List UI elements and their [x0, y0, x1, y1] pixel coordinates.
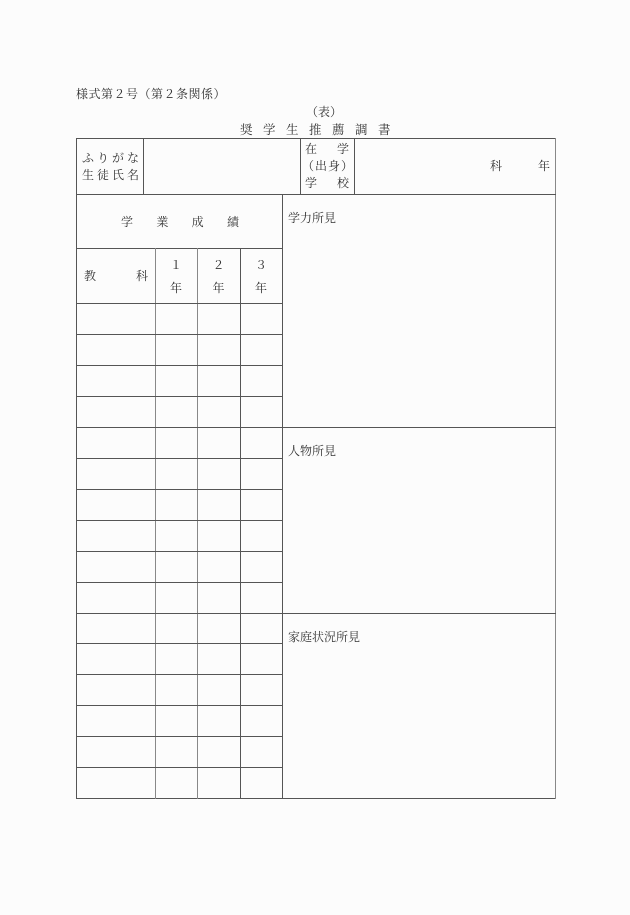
- grade-cell[interactable]: [198, 521, 240, 550]
- year1-header: [155, 257, 197, 297]
- grade-cell[interactable]: [156, 428, 197, 457]
- title-char: 業: [156, 215, 169, 229]
- grade-cell[interactable]: [156, 706, 197, 735]
- grade-cell[interactable]: [241, 644, 282, 673]
- grade-cell[interactable]: [241, 428, 282, 457]
- year-unit: 年: [212, 281, 225, 295]
- grade-cell[interactable]: [198, 490, 240, 519]
- year-num: ２: [212, 258, 225, 272]
- subject-cell[interactable]: [77, 583, 155, 612]
- subject-cell[interactable]: [77, 397, 155, 426]
- department-suffix: 科: [490, 159, 503, 173]
- grade-cell[interactable]: [241, 737, 282, 766]
- school-field[interactable]: [357, 142, 553, 192]
- grade-cell[interactable]: [241, 552, 282, 581]
- school-label-char: 校: [336, 176, 349, 190]
- grade-cell[interactable]: [198, 675, 240, 704]
- grade-cell[interactable]: [156, 490, 197, 519]
- grade-cell[interactable]: [241, 490, 282, 519]
- subject-cell[interactable]: [77, 552, 155, 581]
- grade-cell[interactable]: [241, 521, 282, 550]
- grade-cell[interactable]: [241, 335, 282, 364]
- border-right: [555, 138, 556, 799]
- title-char: 学: [121, 215, 134, 229]
- border-bottom: [76, 798, 556, 799]
- grade-cell[interactable]: [241, 675, 282, 704]
- grade-cell[interactable]: [156, 768, 197, 797]
- grade-cell[interactable]: [241, 768, 282, 797]
- subject-cell[interactable]: [77, 459, 155, 488]
- grade-cell[interactable]: [156, 397, 197, 426]
- student-row-bottom: [76, 194, 556, 195]
- grade-cell[interactable]: [156, 459, 197, 488]
- school-label-line3: [305, 175, 349, 192]
- grade-cell[interactable]: [198, 583, 240, 612]
- grades-remarks-divider: [282, 194, 283, 799]
- subject-cell[interactable]: [77, 521, 155, 550]
- grade-cell[interactable]: [198, 614, 240, 643]
- school-label-char: 学: [305, 176, 318, 190]
- grade-cell[interactable]: [198, 459, 240, 488]
- school-label-char: 学: [336, 142, 349, 156]
- subject-cell[interactable]: [77, 706, 155, 735]
- family-remarks-label: 家庭状況所見: [288, 630, 361, 644]
- subject-cell[interactable]: [77, 737, 155, 766]
- subject-cell[interactable]: [77, 490, 155, 519]
- year-unit: 年: [169, 281, 182, 295]
- subject-cell[interactable]: [77, 768, 155, 797]
- subject-header: [84, 268, 148, 285]
- student-divider-2: [300, 138, 301, 194]
- grade-cell[interactable]: [241, 304, 282, 333]
- grade-cell[interactable]: [198, 737, 240, 766]
- grades-title-bottom: [76, 248, 282, 249]
- name-label: 生徒氏名: [82, 168, 143, 182]
- school-label-line2: （出身）: [302, 159, 355, 173]
- year-unit: 年: [254, 281, 267, 295]
- grade-cell[interactable]: [198, 428, 240, 457]
- grade-cell[interactable]: [241, 583, 282, 612]
- title-char: 績: [226, 215, 239, 229]
- academic-remarks-label: 学力所見: [288, 211, 337, 225]
- document-title: 奨学生推薦調書: [240, 122, 402, 137]
- grade-cell[interactable]: [156, 614, 197, 643]
- grade-cell[interactable]: [198, 644, 240, 673]
- border-top: [76, 138, 556, 139]
- year-num: １: [169, 258, 182, 272]
- student-name-field[interactable]: [146, 142, 298, 192]
- school-label-char: 在: [305, 142, 318, 156]
- grade-cell[interactable]: [241, 397, 282, 426]
- grade-cell[interactable]: [198, 552, 240, 581]
- grade-cell[interactable]: [156, 366, 197, 395]
- grade-cell[interactable]: [156, 552, 197, 581]
- character-remarks-label: 人物所見: [288, 444, 337, 458]
- grade-cell[interactable]: [241, 366, 282, 395]
- grade-cell[interactable]: [198, 366, 240, 395]
- student-divider-3: [354, 138, 355, 194]
- grade-cell[interactable]: [156, 521, 197, 550]
- subject-cell[interactable]: [77, 366, 155, 395]
- year2-header: [197, 257, 240, 297]
- furigana-label: ふりがな: [82, 151, 143, 165]
- grade-cell[interactable]: [156, 644, 197, 673]
- grade-cell[interactable]: [241, 614, 282, 643]
- student-divider-1: [143, 138, 144, 194]
- subject-cell[interactable]: [77, 304, 155, 333]
- remarks-divider-1: [282, 427, 556, 428]
- grades-section-title: [121, 214, 239, 231]
- form-number: 様式第２号（第２条関係）: [76, 87, 227, 101]
- side-label: （表）: [306, 105, 343, 119]
- family-remarks-field[interactable]: [285, 649, 553, 795]
- grade-cell[interactable]: [156, 583, 197, 612]
- year-num: ３: [254, 258, 267, 272]
- subject-cell[interactable]: [77, 644, 155, 673]
- school-label-line1: [305, 141, 349, 158]
- grade-cell[interactable]: [198, 706, 240, 735]
- year-suffix: 年: [538, 159, 551, 173]
- subject-cell[interactable]: [77, 614, 155, 643]
- subject-cell[interactable]: [77, 335, 155, 364]
- grade-cell[interactable]: [156, 304, 197, 333]
- grade-cell[interactable]: [198, 397, 240, 426]
- remarks-divider-2: [282, 613, 556, 614]
- grade-cell[interactable]: [198, 768, 240, 797]
- grade-cell[interactable]: [241, 706, 282, 735]
- academic-remarks-field[interactable]: [285, 230, 553, 424]
- grade-cell[interactable]: [198, 335, 240, 364]
- grade-cell[interactable]: [241, 459, 282, 488]
- character-remarks-field[interactable]: [285, 463, 553, 610]
- grade-cell[interactable]: [156, 737, 197, 766]
- title-char: 成: [191, 215, 204, 229]
- grade-cell[interactable]: [198, 304, 240, 333]
- subject-cell[interactable]: [77, 428, 155, 457]
- grade-cell[interactable]: [156, 675, 197, 704]
- subject-header-char: 科: [135, 269, 148, 283]
- year3-header: [240, 257, 282, 297]
- subject-cell[interactable]: [77, 675, 155, 704]
- subject-header-char: 教: [84, 269, 97, 283]
- grade-cell[interactable]: [156, 335, 197, 364]
